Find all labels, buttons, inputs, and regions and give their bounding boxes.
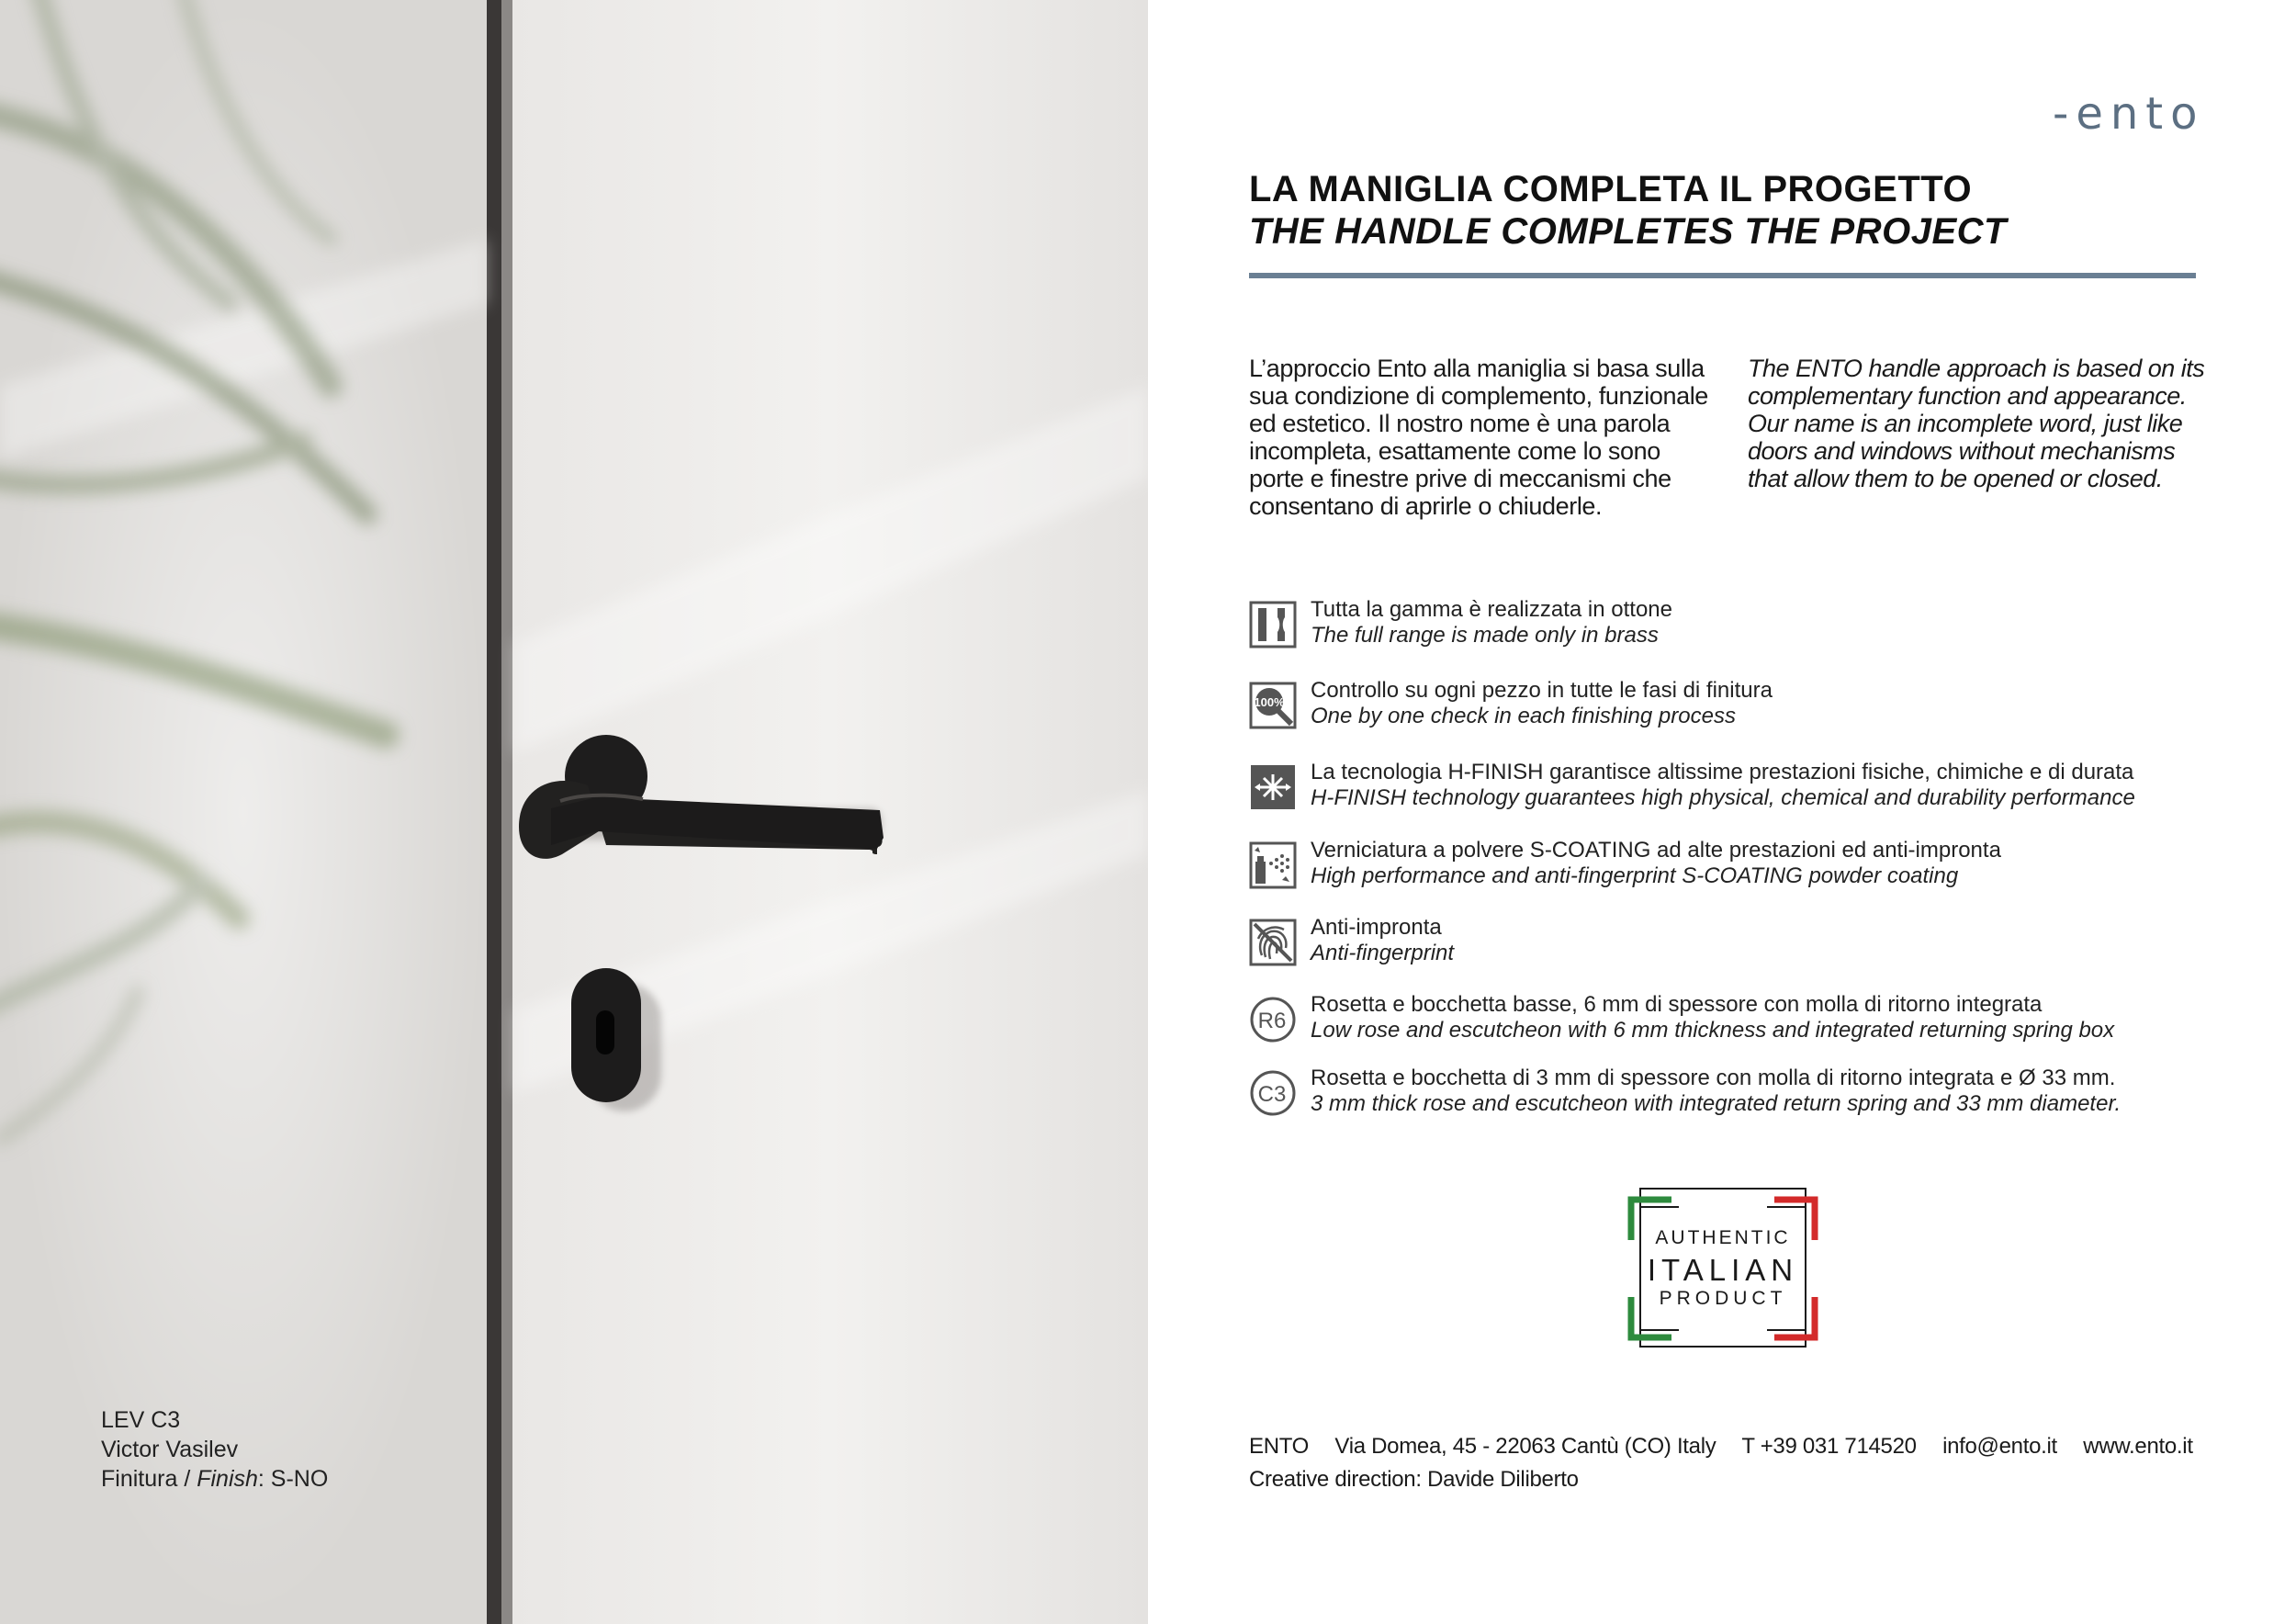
- headline-divider: [1249, 273, 2196, 278]
- company-email[interactable]: info@ento.it: [1942, 1434, 2057, 1459]
- feature-item: 100% Controllo su ogni pezzo in tutte le fasi di finitura One by one check in each finishing process: [1249, 678, 2259, 733]
- svg-text:100%: 100%: [1254, 695, 1285, 709]
- h-finish-icon: [1249, 763, 1297, 811]
- feature-item: C3 Rosetta e bocchetta di 3 mm di spessore con molla di ritorno integrata e Ø 33 mm. 3 mm thick rose and escutcheon with integrated return spring and 33 mm diameter.: [1249, 1066, 2259, 1121]
- product-finish: Finitura / Finish: S-NO: [101, 1466, 329, 1492]
- magnifier-100-icon: [1249, 682, 1297, 729]
- feature-item: La tecnologia H-FINISH garantisce altissime prestazioni fisiche, chimiche e di durata H-FINISH technology guarantees high physical, chemical and durability performance: [1249, 760, 2259, 815]
- creative-credit: Creative direction: Davide Diliberto: [1249, 1467, 1579, 1492]
- company-name: ENTO: [1249, 1434, 1310, 1459]
- product-designer: Victor Vasilev: [101, 1437, 239, 1462]
- product-model: LEV C3: [101, 1407, 181, 1433]
- product-caption: [101, 1405, 328, 1494]
- ento-logo: -ento: [2053, 88, 2205, 140]
- authentic-italian-product-badge: AUTHENTIC ITALIAN PRODUCT: [1627, 1187, 1818, 1350]
- anti-fingerprint-icon: [1249, 919, 1297, 966]
- contact-footer: [1249, 1430, 2213, 1496]
- svg-text:R6: R6: [1257, 1009, 1287, 1033]
- headline-en: THE HANDLE COMPLETES THE PROJECT: [1249, 211, 2007, 252]
- brass-bars-icon: [1249, 601, 1297, 648]
- feature-item: R6 Rosetta e bocchetta basse, 6 mm di spessore con molla di ritorno integrata Low rose and escutcheon with 6 mm thickness and integrated returning spring box: [1249, 992, 2259, 1047]
- feature-item: Anti-impronta Anti-fingerprint: [1249, 915, 2259, 970]
- company-website[interactable]: www.ento.it: [2083, 1434, 2193, 1459]
- r6-rose-icon: [1249, 996, 1297, 1043]
- intro-paragraph-it: L’approccio Ento alla maniglia si basa sulla sua condizione di complemento, funzionale ed estetico. Il nostro nome è una parola incompleta, esattamente come lo sono porte e finestre prive di meccanismi che consentano di aprirle o chiuderle.: [1249, 355, 1708, 520]
- headline-it: LA MANIGLIA COMPLETA IL PROGETTO: [1249, 169, 1973, 209]
- company-phone[interactable]: T +39 031 714520: [1741, 1434, 1917, 1459]
- company-address: Via Domea, 45 - 22063 Cantù (CO) Italy: [1334, 1434, 1716, 1459]
- feature-item: Tutta la gamma è realizzata in ottone The full range is made only in brass: [1249, 597, 2259, 652]
- spray-coating-icon: [1249, 841, 1297, 889]
- c3-rose-icon: [1249, 1069, 1297, 1117]
- svg-text:C3: C3: [1257, 1082, 1287, 1107]
- headline: [1249, 168, 2007, 253]
- intro-paragraph-en: The ENTO handle approach is based on its complementary function and appearance. Our name is an incomplete word, just like doors and windows without mechanisms that allow them to be opened or closed.: [1748, 355, 2205, 492]
- feature-item: Verniciatura a polvere S-COATING ad alte prestazioni ed anti-impronta High performance and anti-fingerprint S-COATING powder coating: [1249, 838, 2259, 893]
